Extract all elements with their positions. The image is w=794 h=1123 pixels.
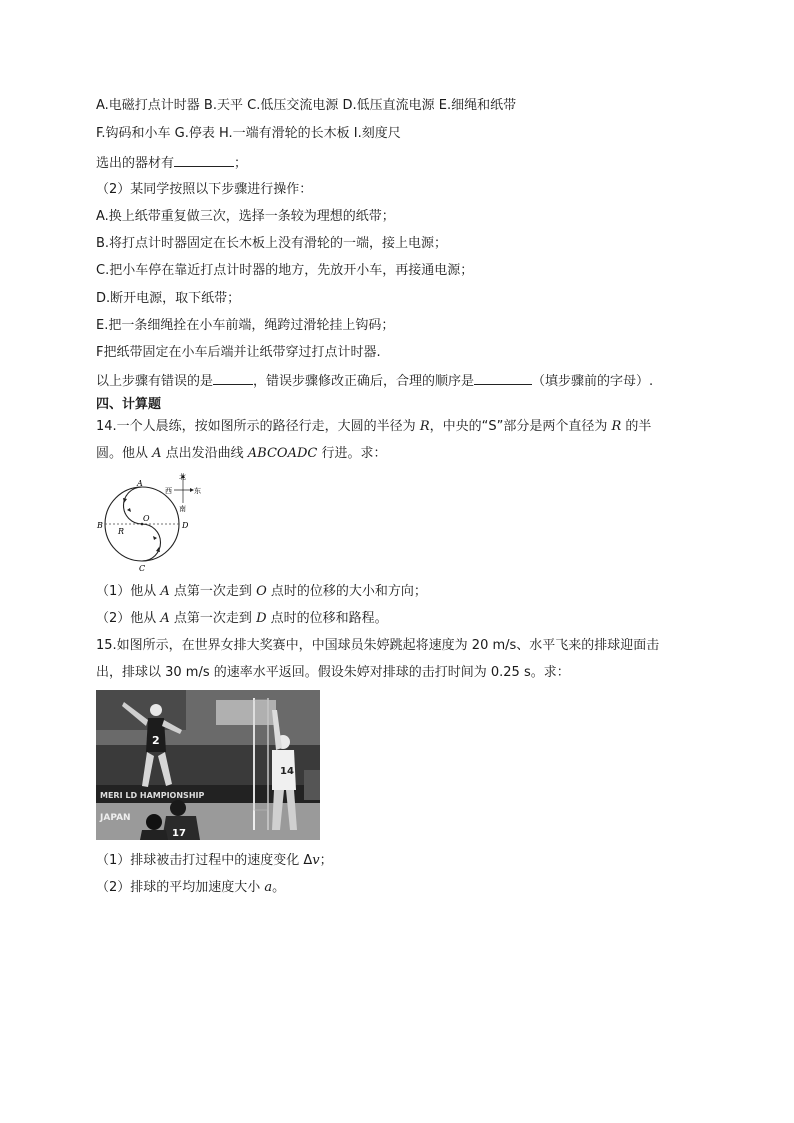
- q14-var-o: O: [256, 584, 267, 599]
- q15-var-v: v: [312, 853, 320, 868]
- q15-sub-text: 。: [272, 880, 286, 895]
- label-r: R: [118, 527, 125, 536]
- q14-var-r: R: [419, 419, 430, 434]
- q2-answer-line: [96, 371, 653, 391]
- answer-p1: 以上步骤有错误的是: [96, 374, 214, 389]
- q14-text: 点出发沿曲线: [161, 446, 248, 461]
- compass-icon: [165, 472, 201, 513]
- q14-sub-text: （2）他从: [96, 611, 161, 626]
- q14-sub-text: 点第一次走到: [169, 584, 257, 599]
- q15-sub-text: （1）排球被击打过程中的速度变化 Δ: [96, 853, 313, 868]
- q14-sub-text: 点第一次走到: [169, 611, 257, 626]
- answer-p3: （填步骤前的字母）.: [532, 374, 654, 389]
- q2-intro: （2）某同学按照以下步骤进行操作：: [96, 182, 313, 197]
- compass-south: 南: [179, 505, 186, 513]
- jersey-number-14: 14: [280, 766, 294, 777]
- q15-sub-1: [96, 852, 333, 870]
- q15-sub-text: （2）排球的平均加速度大小: [96, 880, 265, 895]
- q14-sub-text: 点时的位移和路程。: [266, 611, 388, 626]
- q14-sub-1: [96, 583, 427, 601]
- step-b: B.将打点计时器固定在长木板上没有滑轮的一端，接上电源；: [96, 236, 448, 251]
- q14-sub-text: 点时的位移的大小和方向；: [266, 584, 427, 599]
- q14-var-a: A: [152, 446, 162, 461]
- step-a: A.换上纸带重复做三次，选择一条较为理想的纸带；: [96, 209, 395, 224]
- q14-text: 行进。求：: [317, 446, 387, 461]
- label-o: O: [143, 514, 150, 523]
- arena-banner: MERI LD HAMPIONSHIP: [100, 791, 205, 800]
- answer-blank-order[interactable]: [474, 371, 532, 385]
- arrow-marker: [153, 536, 157, 540]
- label-a: A: [137, 479, 143, 488]
- q14-line-2: [96, 445, 386, 463]
- selected-suffix: ；: [234, 156, 248, 171]
- q14-text: ，中央的“S”部分是两个直径为: [429, 419, 612, 434]
- selected-equipment-line: [96, 153, 247, 173]
- answer-blank-error[interactable]: [213, 371, 253, 385]
- options-line-1: A.电磁打点计时器 B.天平 C.低压交流电源 D.低压直流电源 E.细绳和纸带: [96, 98, 517, 113]
- label-c: C: [139, 564, 146, 573]
- q15-var-a: a: [264, 880, 273, 895]
- q14-text: 的半: [621, 419, 652, 434]
- q14-var-a: A: [160, 611, 170, 626]
- q15-line-2: 出，排球以 30 m/s 的速率水平返回。假设朱婷对排球的击打时间为 0.25 s。求：: [96, 665, 570, 680]
- step-d: D.断开电源，取下纸带；: [96, 291, 241, 306]
- q14-path-diagram: [94, 470, 220, 574]
- center-point: [141, 523, 144, 526]
- jersey-number-17: 17: [172, 828, 186, 839]
- japan-banner: JAPAN: [100, 813, 131, 823]
- selected-prefix: 选出的器材有: [96, 156, 175, 171]
- options-line-2: F.钩码和小车 G.停表 H.一端有滑轮的长木板 I.刻度尺: [96, 126, 401, 141]
- q15-sub-2: [96, 879, 285, 897]
- compass-west: 西: [165, 487, 172, 495]
- step-c: C.把小车停在靠近打点计时器的地方，先放开小车，再接通电源；: [96, 263, 474, 278]
- jersey-number-2: 2: [152, 734, 160, 747]
- compass-north: 北: [179, 473, 186, 481]
- answer-blank-equipment[interactable]: [174, 153, 234, 167]
- q14-var-r: R: [611, 419, 622, 434]
- step-f: F把纸带固定在小车后端并让纸带穿过打点计时器.: [96, 345, 381, 360]
- answer-p2: ，错误步骤修改正确后，合理的顺序是: [253, 374, 475, 389]
- compass-east: 东: [194, 487, 201, 495]
- q14-sub-text: （1）他从: [96, 584, 161, 599]
- q14-path: ABCOADC: [247, 446, 318, 461]
- q14-var-d: D: [256, 611, 267, 626]
- q15-sub-text: ；: [319, 853, 333, 868]
- step-e: E.把一条细绳拴在小车前端，绳跨过滑轮挂上钩码；: [96, 318, 395, 333]
- q14-text: 14.一个人晨练，按如图所示的路径行走，大圆的半径为: [96, 419, 420, 434]
- label-d: D: [182, 521, 189, 530]
- q14-sub-2: [96, 610, 388, 628]
- q14-line-1: [96, 418, 651, 436]
- q14-var-a: A: [160, 584, 170, 599]
- q15-line-1: 15.如图所示，在世界女排大奖赛中，中国球员朱婷跳起将速度为 20 m/s、水平飞来的排球迎面击: [96, 638, 660, 653]
- volleyball-photo: [96, 690, 320, 840]
- section-title: 四、计算题: [96, 397, 162, 412]
- arrow-marker: [127, 508, 131, 512]
- label-b: B: [97, 521, 103, 530]
- q14-text: 圆。他从: [96, 446, 153, 461]
